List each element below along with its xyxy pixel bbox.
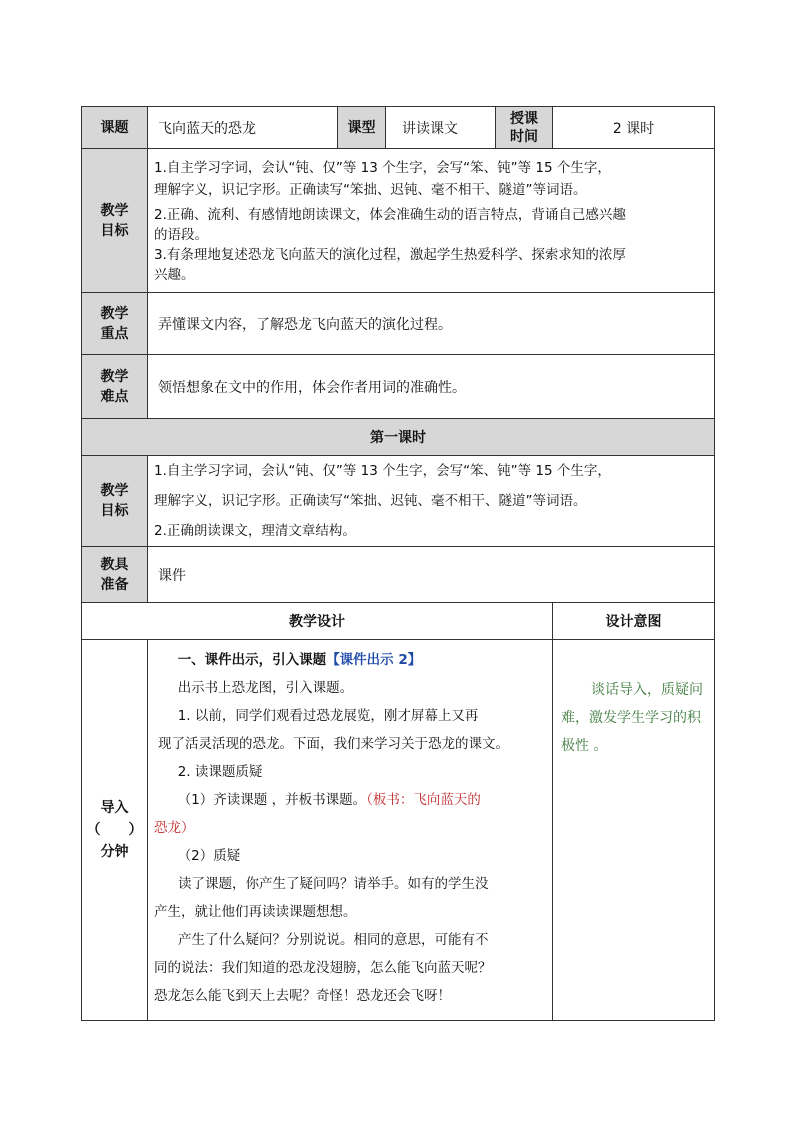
intent-column-head: 设计意图 [553,603,715,640]
design-column-head: 教学设计 [82,603,553,640]
key-points-row [82,293,715,355]
difficulties-label-line-2: 难点 [100,388,129,405]
intro-label [82,640,148,1021]
design-heading [148,646,552,674]
design-paragraph [148,814,552,842]
type-value: 讲读课文 [386,107,496,149]
lesson-goals-content [148,456,715,547]
goals-line: 3.有条理地复述恐龙飞向蓝天的演化过程，激起学生热爱科学、探索求知的浓厚 [154,246,626,263]
lesson-goals-row [82,456,715,547]
design-paragraph: 1. 以前，同学们观看过恐龙展览，刚才屏幕上又再 [177,708,479,724]
goals-label-line-1: 教学 [100,202,129,219]
key-points-label-line-2: 重点 [100,325,129,342]
topic-value: 飞向蓝天的恐龙 [148,107,338,149]
difficulties-label-line-1: 教学 [100,368,129,385]
intro-label-line-1: 导入 [100,800,129,816]
lesson-goals-line: 1.自主学习字词，会认“钝、仅”等 13 个生字，会写“笨、钝”等 15 个生字， [154,463,611,479]
design-paragraph: 现了活灵活现的恐龙。下面，我们来学习关于恐龙的课文。 [158,736,509,752]
time-value: 2 课时 [553,107,715,149]
intro-label-line-2: （ ） [86,822,143,838]
lesson-goals-line: 2.正确朗读课文，理清文章结构。 [154,523,356,539]
design-paragraph: 出示书上恐龙图，引入课题。 [177,680,354,696]
intro-label-line-3: 分钟 [100,844,129,860]
time-label-line-2: 时间 [510,128,538,145]
board-note: （板书：飞向蓝天的 [366,792,481,808]
design-content [148,640,553,1021]
key-points-text: 弄懂课文内容，了解恐龙飞向蓝天的演化过程。 [148,293,715,355]
goals-line: 的语段。 [154,226,208,243]
design-header-row [82,603,715,640]
design-paragraph: 读了课题，你产生了疑问吗？请举手。如有的学生没 [178,876,489,892]
tools-label [82,547,148,603]
lesson-goals-label-line-2: 目标 [100,503,129,519]
heading-text: 一、课件出示，引入课题 [177,652,327,668]
header-row [82,107,715,149]
design-paragraph: 2. 读课题质疑 [177,764,263,780]
design-paragraph: 产生，就让他们再读读课题想想。 [154,904,357,920]
key-points-label-line-1: 教学 [100,305,129,322]
tools-row [82,547,715,603]
key-points-label [82,293,148,355]
lesson-goals-label [82,456,148,547]
difficulties-label [82,355,148,419]
lesson-goals-label-line-1: 教学 [100,483,129,499]
design-paragraph: 产生了什么疑问？分别说说。相同的意思，可能有不 [178,932,489,948]
time-label [496,107,553,149]
goals-line: 理解字义，识记字形。正确读写“笨拙、迟钝、毫不相干、隧道”等词语。 [154,181,587,198]
design-paragraph [148,786,552,814]
lesson-goals-line: 理解字义，识记字形。正确读写“笨拙、迟钝、毫不相干、隧道”等词语。 [154,493,587,509]
courseware-tag: 【课件出示 2】 [326,652,422,668]
design-paragraph: 恐龙怎么能飞到天上去呢？奇怪！恐龙还会飞呀！ [154,988,451,1004]
topic-label: 课题 [82,107,148,149]
goals-label-line-2: 目标 [100,222,129,239]
design-paragraph: 同的说法：我们知道的恐龙没翅膀，怎么能飞向蓝天呢？ [154,960,492,976]
first-lesson-title: 第一课时 [82,419,715,456]
intent-body: 谈话导入，质疑问难，激发学生学习的积极性 。 [561,682,703,754]
lesson-plan-table [81,106,715,1021]
goals-line: 兴趣。 [154,266,195,283]
type-label: 课型 [338,107,386,149]
design-paragraph: （2）质疑 [177,848,241,864]
goals-line: 1.自主学习字词，会认“钝、仅”等 13 个生字，会写“笨、钝”等 15 个生字， [154,159,611,176]
time-label-line-1: 授课 [510,110,538,127]
tools-text: 课件 [148,547,715,603]
read-topic-text: （1）齐读课题 ，并板书课题。 [177,792,367,808]
intent-text [553,640,715,1021]
tools-label-line-1: 教具 [100,556,129,573]
first-lesson-row [82,419,715,456]
tools-label-line-2: 准备 [100,576,129,593]
board-note-end: 恐龙） [154,820,195,836]
intro-row [82,640,715,1021]
difficulties-text: 领悟想象在文中的作用，体会作者用词的准确性。 [148,355,715,419]
goals-content [148,149,715,293]
goals-line: 2.正确、流利、有感情地朗读课文，体会准确生动的语言特点，背诵自己感兴趣 [154,206,626,223]
goals-label [82,149,148,293]
difficulties-row [82,355,715,419]
goals-row [82,149,715,293]
